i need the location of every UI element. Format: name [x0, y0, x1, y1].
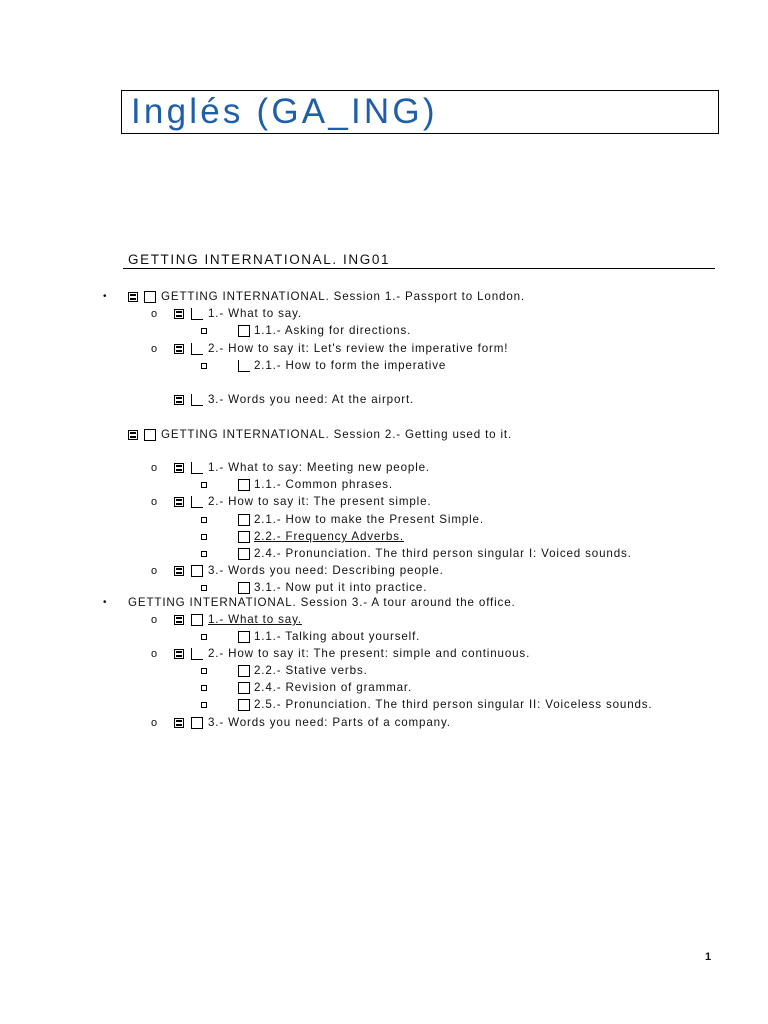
outline-item-s2-u1-1[interactable] [0, 477, 768, 493]
page-icon [191, 496, 203, 508]
square-marker [201, 328, 207, 334]
page-icon [238, 531, 250, 543]
s1-u1-label[interactable]: 1.- What to say. [208, 307, 302, 320]
square-marker [201, 551, 207, 557]
page-icon [238, 682, 250, 694]
square-marker [201, 668, 207, 674]
s1-u2-label[interactable]: 2.- How to say it: Let's review the imperative form! [208, 342, 509, 355]
square-marker [201, 634, 207, 640]
section-divider [123, 268, 715, 269]
collapse-icon[interactable] [174, 649, 184, 659]
collapse-icon[interactable] [174, 566, 184, 576]
outline-item-s3-u2-5[interactable] [0, 697, 768, 713]
square-marker [201, 534, 207, 540]
outline-item-s1-u3[interactable] [0, 392, 768, 408]
circle-marker: o [151, 496, 158, 508]
collapse-icon[interactable] [174, 344, 184, 354]
collapse-icon[interactable] [174, 615, 184, 625]
collapse-icon[interactable] [128, 430, 138, 440]
collapse-icon[interactable] [174, 395, 184, 405]
outline-item-s1-u2-1[interactable] [0, 358, 768, 374]
page-icon [191, 462, 203, 474]
page-icon [238, 360, 250, 372]
circle-marker: o [151, 648, 158, 660]
page-icon [238, 631, 250, 643]
s2-u3-label[interactable]: 3.- Words you need: Describing people. [208, 564, 444, 577]
s3-u3-label[interactable]: 3.- Words you need: Parts of a company. [208, 716, 451, 729]
s2-u2-2-link[interactable]: 2.2.- Frequency Adverbs. [254, 530, 404, 543]
collapse-icon[interactable] [174, 497, 184, 507]
outline-item-s3-u1[interactable] [0, 612, 768, 628]
outline-item-s2-u2[interactable] [0, 494, 768, 510]
page-icon [238, 699, 250, 711]
page-number: 1 [705, 951, 712, 963]
page-title: Inglés (GA_ING) [131, 92, 438, 131]
circle-marker: o [151, 462, 158, 474]
outline-item-s1-u2[interactable] [0, 341, 768, 357]
collapse-icon[interactable] [174, 309, 184, 319]
circle-marker: o [151, 343, 158, 355]
outline-item-s3-u1-1[interactable] [0, 629, 768, 645]
page-icon [238, 582, 250, 594]
square-marker [201, 363, 207, 369]
outline-item-s1-u1-1[interactable] [0, 323, 768, 339]
outline-item-s3-u2[interactable] [0, 646, 768, 662]
s1-u2-1-label[interactable]: 2.1.- How to form the imperative [254, 359, 447, 372]
outline-item-s2-u2-2[interactable] [0, 529, 768, 545]
circle-marker: o [151, 614, 158, 626]
outline-item-s2-u2-1[interactable] [0, 512, 768, 528]
section-heading: GETTING INTERNATIONAL. ING01 [128, 252, 391, 267]
s2-u1-label[interactable]: 1.- What to say: Meeting new people. [208, 461, 430, 474]
page-icon [191, 648, 203, 660]
bullet-marker: • [103, 597, 108, 608]
outline-item-s2-u3[interactable] [0, 563, 768, 579]
s3-u1-link[interactable]: 1.- What to say. [208, 613, 302, 626]
page-icon [144, 429, 156, 441]
outline-item-session-3[interactable] [0, 595, 768, 611]
page-icon [144, 291, 156, 303]
square-marker [201, 482, 207, 488]
collapse-icon[interactable] [174, 463, 184, 473]
page-icon [238, 548, 250, 560]
outline-item-s2-u3-1[interactable] [0, 580, 768, 596]
outline-item-session-1[interactable] [0, 289, 768, 305]
collapse-icon[interactable] [174, 718, 184, 728]
circle-marker: o [151, 308, 158, 320]
s3-u2-5-label[interactable]: 2.5.- Pronunciation. The third person singular II: Voiceless sounds. [254, 698, 653, 711]
square-marker [201, 685, 207, 691]
s3-u2-label[interactable]: 2.- How to say it: The present: simple and continuous. [208, 647, 531, 660]
circle-marker: o [151, 565, 158, 577]
page-icon [191, 717, 203, 729]
s3-u1-1-label[interactable]: 1.1.- Talking about yourself. [254, 630, 421, 643]
square-marker [201, 517, 207, 523]
s2-u2-4-label[interactable]: 2.4.- Pronunciation. The third person singular I: Voiced sounds. [254, 547, 632, 560]
outline-item-s1-u1[interactable] [0, 306, 768, 322]
s2-u3-1-label[interactable]: 3.1.- Now put it into practice. [254, 581, 428, 594]
page-icon [238, 665, 250, 677]
session-1-title[interactable]: GETTING INTERNATIONAL. Session 1.- Passport to London. [161, 290, 525, 303]
page-icon [238, 514, 250, 526]
outline-item-s3-u3[interactable] [0, 715, 768, 731]
s2-u2-1-label[interactable]: 2.1.- How to make the Present Simple. [254, 513, 484, 526]
page-icon [238, 479, 250, 491]
s3-u2-4-label[interactable]: 2.4.- Revision of grammar. [254, 681, 413, 694]
session-3-title[interactable]: GETTING INTERNATIONAL. Session 3.- A tour around the office. [128, 596, 516, 609]
page-icon [191, 308, 203, 320]
s2-u1-1-label[interactable]: 1.1.- Common phrases. [254, 478, 393, 491]
s1-u3-label[interactable]: 3.- Words you need: At the airport. [208, 393, 415, 406]
square-marker [201, 702, 207, 708]
page-icon [191, 565, 203, 577]
s3-u2-2-label[interactable]: 2.2.- Stative verbs. [254, 664, 368, 677]
outline-item-s3-u2-4[interactable] [0, 680, 768, 696]
page-icon [191, 394, 203, 406]
page-icon [191, 343, 203, 355]
outline-item-s3-u2-2[interactable] [0, 663, 768, 679]
outline-item-s2-u2-4[interactable] [0, 546, 768, 562]
square-marker [201, 585, 207, 591]
s2-u2-label[interactable]: 2.- How to say it: The present simple. [208, 495, 432, 508]
outline-item-session-2[interactable] [0, 427, 768, 443]
page-icon [238, 325, 250, 337]
collapse-icon[interactable] [128, 292, 138, 302]
session-2-title[interactable]: GETTING INTERNATIONAL. Session 2.- Getting used to it. [161, 428, 513, 441]
page-icon [191, 614, 203, 626]
circle-marker: o [151, 717, 158, 729]
s1-u1-1-label[interactable]: 1.1.- Asking for directions. [254, 324, 412, 337]
outline-item-s2-u1[interactable] [0, 460, 768, 476]
title-box [121, 90, 719, 134]
bullet-marker: • [103, 291, 108, 302]
